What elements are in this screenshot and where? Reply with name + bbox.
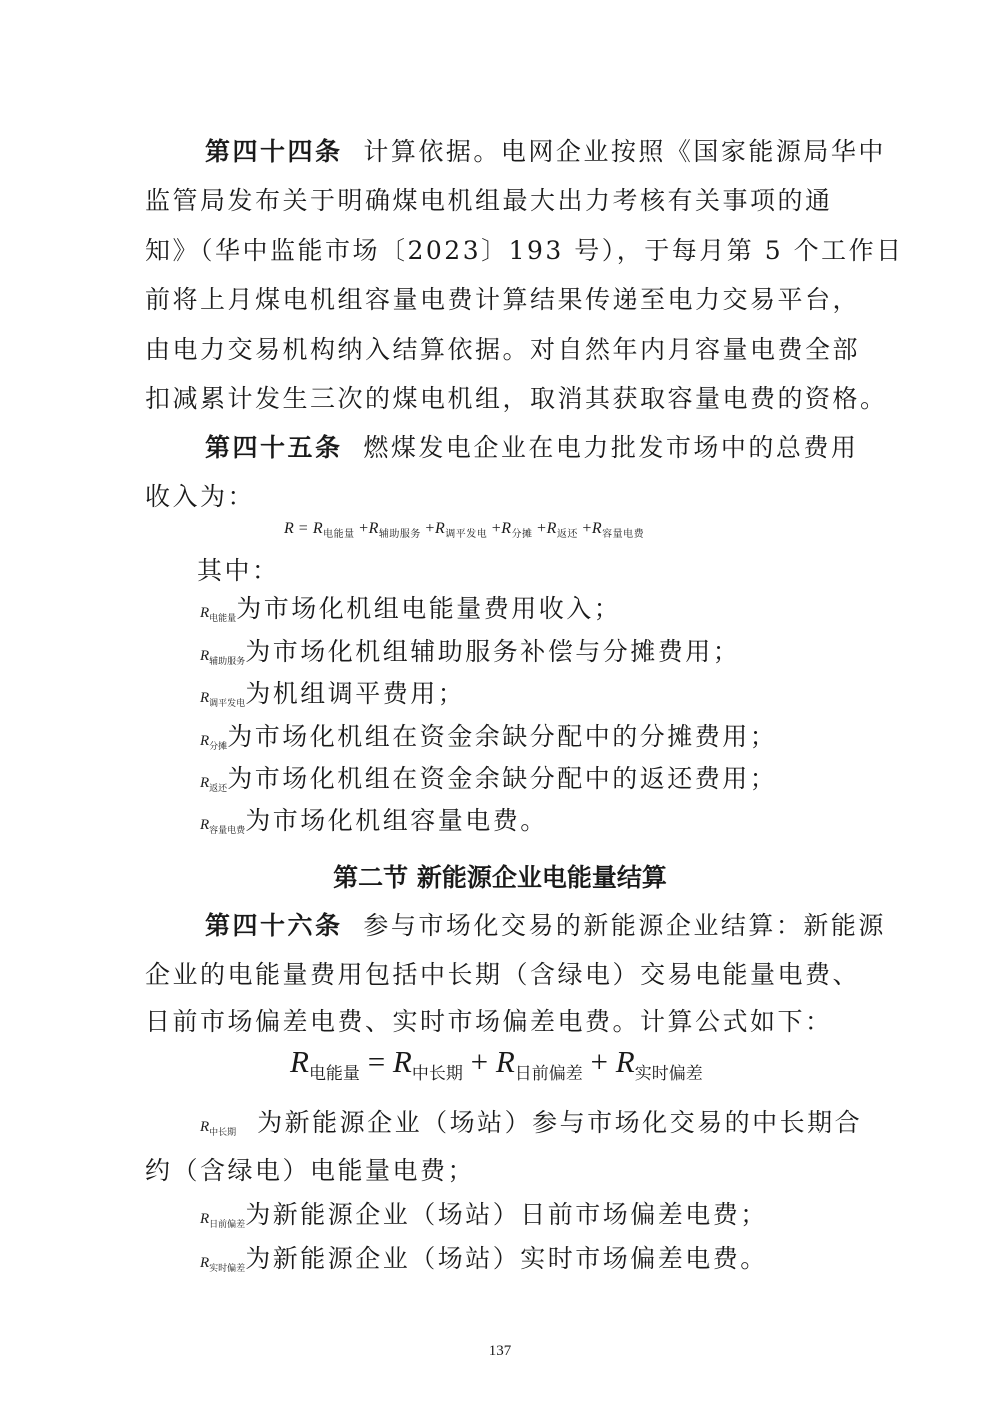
formula-plus: +: [425, 520, 435, 537]
article-45-label: 第四十五条: [205, 433, 343, 462]
formula-equals: =: [298, 520, 309, 537]
formula-term-symbol: R: [591, 520, 603, 537]
formula-term-sub: 分摊: [511, 529, 533, 541]
article-44-text: 计算依据。电网企业按照《国家能源局华中: [363, 137, 886, 166]
definition-symbol: $R_{容量电费}$: [200, 817, 246, 836]
definition-symbol: $R_{调平发电}$: [200, 690, 246, 709]
definition-balancing: [200, 678, 850, 720]
formula-term-symbol: R: [615, 1044, 635, 1079]
definition-symbol: $R_{中长期}$: [200, 1119, 237, 1138]
definition-text: 为市场化机组容量电费。: [245, 806, 548, 835]
definition-capacity: [200, 805, 850, 847]
article-44-line-1: [145, 136, 886, 168]
formula-term-symbol: R: [312, 520, 324, 537]
definition-symbol: $R_{日前偏差}$: [200, 1211, 246, 1230]
formula-lhs: R: [284, 520, 295, 537]
formula-lhs-sub: 电能量: [308, 1064, 360, 1085]
definition-text: 为机组调平费用；: [245, 679, 466, 708]
article-44-line-5: 由电力交易机构纳入结算依据。对自然年内月容量电费全部: [145, 335, 861, 364]
definition-midlong: [200, 1107, 863, 1149]
definition-text: 为市场化机组电能量费用收入；: [236, 594, 622, 623]
formula-plus: +: [470, 1044, 489, 1079]
formula-plus: +: [537, 520, 547, 537]
definition-text: 为市场化机组在资金余缺分配中的分摊费用；: [227, 722, 778, 751]
formula-plus: +: [582, 520, 592, 537]
article-45-line-2: 收入为：: [145, 482, 256, 511]
formula-term-sub: 返还: [556, 529, 578, 541]
formula-term-symbol: R: [501, 520, 512, 537]
formula-plus: +: [491, 520, 502, 537]
definition-energy: [200, 593, 850, 635]
formula-term-sub: 电能量: [323, 529, 355, 541]
formula-term-symbol: R: [495, 1044, 515, 1079]
article-46-line-3: 日前市场偏差电费、实时市场偏差电费。计算公式如下：: [145, 1007, 833, 1036]
formula-term-sub: 中长期: [411, 1064, 463, 1085]
article-46-line-2: 企业的电能量费用包括中长期（含绿电）交易电能量电费、: [145, 960, 861, 989]
article-45-text: 燃煤发电企业在电力批发市场中的总费用: [363, 433, 859, 462]
formula-term-symbol: R: [434, 520, 446, 537]
formula-term-symbol: R: [546, 520, 557, 537]
formula-plus: +: [359, 520, 369, 537]
article-46-label: 第四十六条: [205, 911, 343, 940]
total-revenue-formula: [284, 520, 644, 540]
article-46-text: 参与市场化交易的新能源企业结算：新能源: [363, 911, 886, 940]
where-label: 其中：: [197, 556, 280, 585]
definition-symbol: $R_{分摊}$: [200, 733, 228, 752]
article-44-line-6: 扣减累计发生三次的煤电机组，取消其获取容量电费的资格。: [145, 384, 888, 413]
formula-plus: +: [590, 1044, 609, 1079]
definition-ancillary: [200, 636, 850, 678]
formula-term-symbol: R: [368, 520, 379, 537]
formula-term-sub: 实时偏差: [634, 1064, 703, 1085]
section-heading: 第二节 新能源企业电能量结算: [333, 863, 667, 892]
energy-fee-formula: [290, 1044, 703, 1084]
definition-dayahead: [200, 1199, 850, 1241]
article-44-line-4: 前将上月煤电机组容量电费计算结果传递至电力交易平台，: [145, 285, 861, 314]
formula-term-sub: 日前偏差: [514, 1064, 583, 1085]
page-number: 137: [488, 1343, 512, 1359]
definition-text: 为市场化机组在资金余缺分配中的返还费用；: [227, 764, 778, 793]
definition-symbol: $R_{返还}$: [200, 775, 228, 794]
article-44-line-3: 知》（华中监能市场〔2023〕193 号），于每月第 5 个工作日: [145, 236, 904, 265]
definition-text: 为市场化机组辅助服务补偿与分摊费用；: [245, 637, 741, 666]
formula-equals: =: [367, 1044, 386, 1079]
article-45-line-1: [145, 432, 857, 464]
definition-midlong-continuation: 约（含绿电）电能量电费；: [145, 1156, 476, 1185]
article-44-line-2: 监管局发布关于明确煤电机组最大出力考核有关事项的通: [145, 186, 833, 215]
definition-allocation: [200, 721, 850, 763]
article-46-line-1: [145, 910, 886, 942]
formula-term-symbol: R: [392, 1044, 412, 1079]
definition-symbol: $R_{实时偏差}$: [200, 1255, 246, 1274]
article-44-label: 第四十四条: [205, 137, 343, 166]
definition-text: 为新能源企业（场站）参与市场化交易的中长期合: [257, 1108, 863, 1137]
definition-realtime: [200, 1243, 850, 1285]
formula-term-sub: 调平发电: [445, 529, 488, 541]
definition-text: 为新能源企业（场站）日前市场偏差电费；: [245, 1200, 768, 1229]
formula-term-sub: 辅助服务: [378, 529, 421, 541]
definition-refund: [200, 763, 850, 805]
formula-lhs: R: [290, 1044, 309, 1079]
definition-text: 为新能源企业（场站）实时市场偏差电费。: [245, 1244, 768, 1273]
formula-term-sub: 容量电费: [602, 529, 645, 541]
definition-symbol: $R_{电能量}$: [200, 605, 237, 624]
definition-symbol: $R_{辅助服务}$: [200, 648, 246, 667]
